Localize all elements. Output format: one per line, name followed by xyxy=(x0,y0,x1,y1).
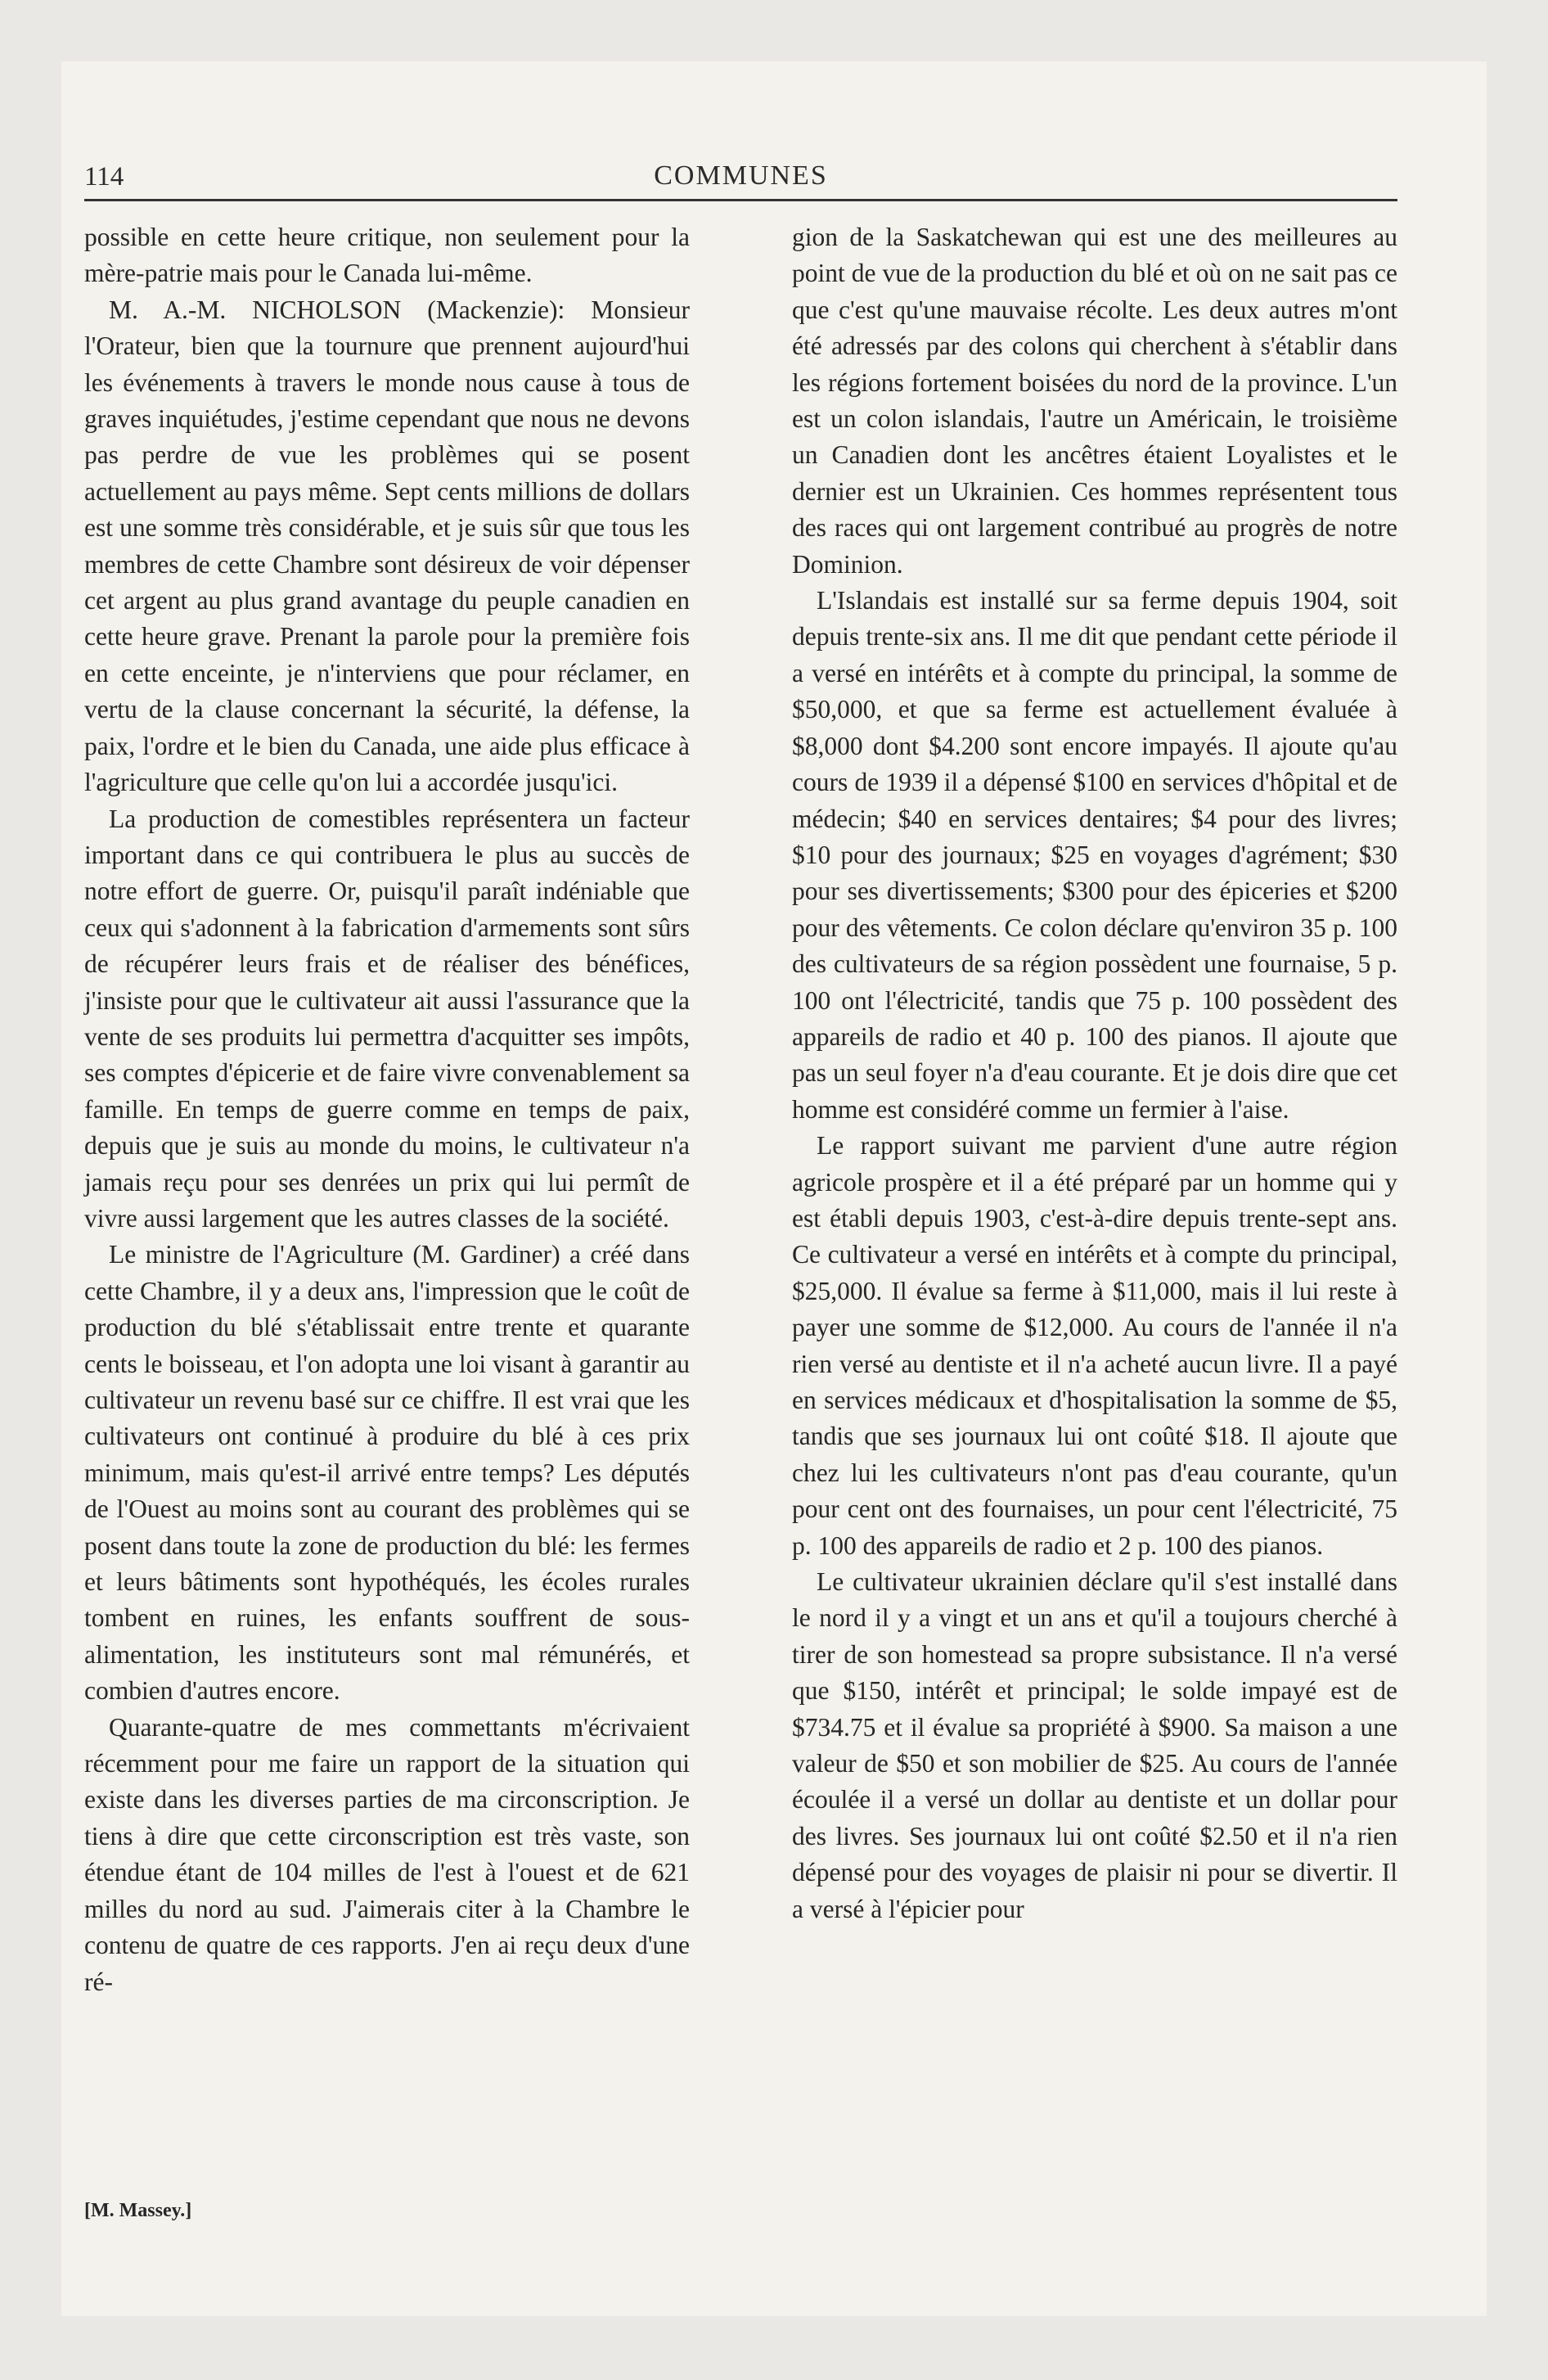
right-column xyxy=(792,219,1397,1927)
paragraph: Le rapport suivant me parvient d'une autre région agricole prospère et il a été préparé par un homme qui y est établi depuis 1903, c'est-à-dire depuis trente-sept ans. Ce cultivateur a versé en intérêts et à compte du principal, $25,000. Il évalue sa ferme à $11,000, mais il lui reste à payer une somme de $12,000. Au cours de l'année il n'a rien versé au dentiste et il n'a acheté aucun livre. Il a payé en services médicaux et d'hospitalisation la somme de $5, tandis que ses journaux lui ont coûté $18. Il ajoute que chez lui les cultivateurs n'ont pas d'eau courante, qu'un pour cent ont des fournaises, un pour cent l'électricité, 75 p. 100 des appareils de radio et 2 p. 100 des pianos. xyxy=(792,1131,1397,1560)
page-number: 114 xyxy=(84,162,124,192)
paragraph: L'Islandais est installé sur sa ferme depuis 1904, soit depuis trente-six ans. Il me dit que pendant cette période il a versé en intérêts et à compte du principal, la somme de $50,000, et que sa ferme est actuellement évaluée à $8,000 dont $4.200 sont encore impayés. Il ajoute qu'au cours de 1939 il a dépensé $100 en services d'hôpital et de médecin; $40 en services dentaires; $4 pour des livres; $10 pour des journaux; $25 en voyages d'agrément; $30 pour ses divertissements; $300 pour des épiceries et $200 pour des vêtements. Ce colon déclare qu'environ 35 p. 100 des cultivateurs de sa région possèdent une fournaise, 5 p. 100 ont l'électricité, tandis que 75 p. 100 possèdent des appareils de radio et 40 p. 100 des pianos. Il ajoute que pas un seul foyer n'a d'eau courante. Et je dois dire que cet homme est considéré comme un fermier à l'aise. xyxy=(792,586,1397,1124)
left-column xyxy=(84,219,690,2000)
paragraph: M. A.-M. NICHOLSON (Mackenzie): Monsieur l'Orateur, bien que la tournure que prennent aujourd'hui les événements à travers le monde nous cause à tous de graves inquiétudes, j'estime cependant que nous ne devons pas perdre de vue les problèmes qui se posent actuellement au pays même. Sept cents millions de dollars est une somme très considérable, et je suis sûr que tous les membres de cette Chambre sont désireux de voir dépenser cet argent au plus grand avantage du peuple canadien en cette heure grave. Prenant la parole pour la première fois en cette enceinte, je n'interviens que pour réclamer, en vertu de la clause concernant la sécurité, la défense, la paix, l'ordre et le bien du Canada, une aide plus efficace à l'agriculture que celle qu'on lui a accordée jusqu'ici. xyxy=(84,295,690,797)
paragraph: Le ministre de l'Agriculture (M. Gardiner) a créé dans cette Chambre, il y a deux ans, l'impression que le coût de production du blé s'établissait entre trente et quarante cents le boisseau, et l'on adopta une loi visant à garantir au cultivateur un revenu basé sur ce chiffre. Il est vrai que les cultivateurs ont continué à produire du blé à ces prix minimum, mais qu'est-il arrivé entre temps? Les députés de l'Ouest au moins sont au courant des problèmes qui se posent dans toute la zone de production du blé: les fermes et leurs bâtiments sont hypothéqués, les écoles rurales tombent en ruines, les enfants souffrent de sous-alimentation, les instituteurs sont mal rémunérés, et combien d'autres encore. xyxy=(84,1240,690,1706)
paragraph: gion de la Saskatchewan qui est une des meilleures au point de vue de la production du blé et où on ne sait pas ce que c'est qu'une mauvaise récolte. Les deux autres m'ont été adressés par des colons qui cherchent à s'établir dans les régions fortement boisées du nord de la province. L'un est un colon islandais, l'autre un Américain, le troisième un Canadien dont les ancêtres étaient Loyalistes et le dernier est un Ukrainien. Ces hommes représentent tous des races qui ont largement contribué au progrès de notre Dominion. xyxy=(792,223,1397,579)
paragraph: La production de comestibles représentera un facteur important dans ce qui contribuera le plus au succès de notre effort de guerre. Or, puisqu'il paraît indéniable que ceux qui s'adonnent à la fabrication d'armements sont sûrs de récupérer leurs frais et de réaliser des bénéfices, j'insiste pour que le cultivateur ait aussi l'assurance que la vente de ses produits lui permettra d'acquitter ses impôts, ses comptes d'épicerie et de faire vivre convenablement sa famille. En temps de guerre comme en temps de paix, depuis que je suis au monde du moins, le cultivateur n'a jamais reçu pour ses denrées un prix qui lui permît de vivre aussi largement que les autres classes de la société. xyxy=(84,804,690,1233)
paragraph: Quarante-quatre de mes commettants m'écrivaient récemment pour me faire un rapport de la situation qui existe dans les diverses parties de ma circonscription. Je tiens à dire que cette circonscription est très vaste, son étendue étant de 104 milles de l'est à l'ouest et de 621 milles du nord au sud. J'aimerais citer à la Chambre le contenu de quatre de ces rapports. J'en ai reçu deux d'une ré- xyxy=(84,1712,690,1996)
header-rule xyxy=(84,199,1397,201)
page-header xyxy=(84,98,1397,201)
paragraph: Le cultivateur ukrainien déclare qu'il s'est installé dans le nord il y a vingt et un ans et qu'il a toujours cherché à tirer de son homestead sa propre subsistance. Il n'a versé que $150, intérêt et principal; le solde impayé est de $734.75 et il évalue sa propriété à $900. Sa maison a une valeur de $50 et son mobilier de $25. Au cours de l'année écoulée il a versé un dollar au dentiste et un dollar pour des livres. Ses journaux lui ont coûté $2.50 et il n'a rien dépensé pour des voyages de plaisir ni pour se divertir. Il a versé à l'épicier pour xyxy=(792,1567,1397,1923)
paragraph: possible en cette heure critique, non seulement pour la mère-patrie mais pour le Canada lui-même. xyxy=(84,223,690,288)
speaker-attribution: [M. Massey.] xyxy=(84,2200,192,2221)
running-title: COMMUNES xyxy=(654,160,828,191)
